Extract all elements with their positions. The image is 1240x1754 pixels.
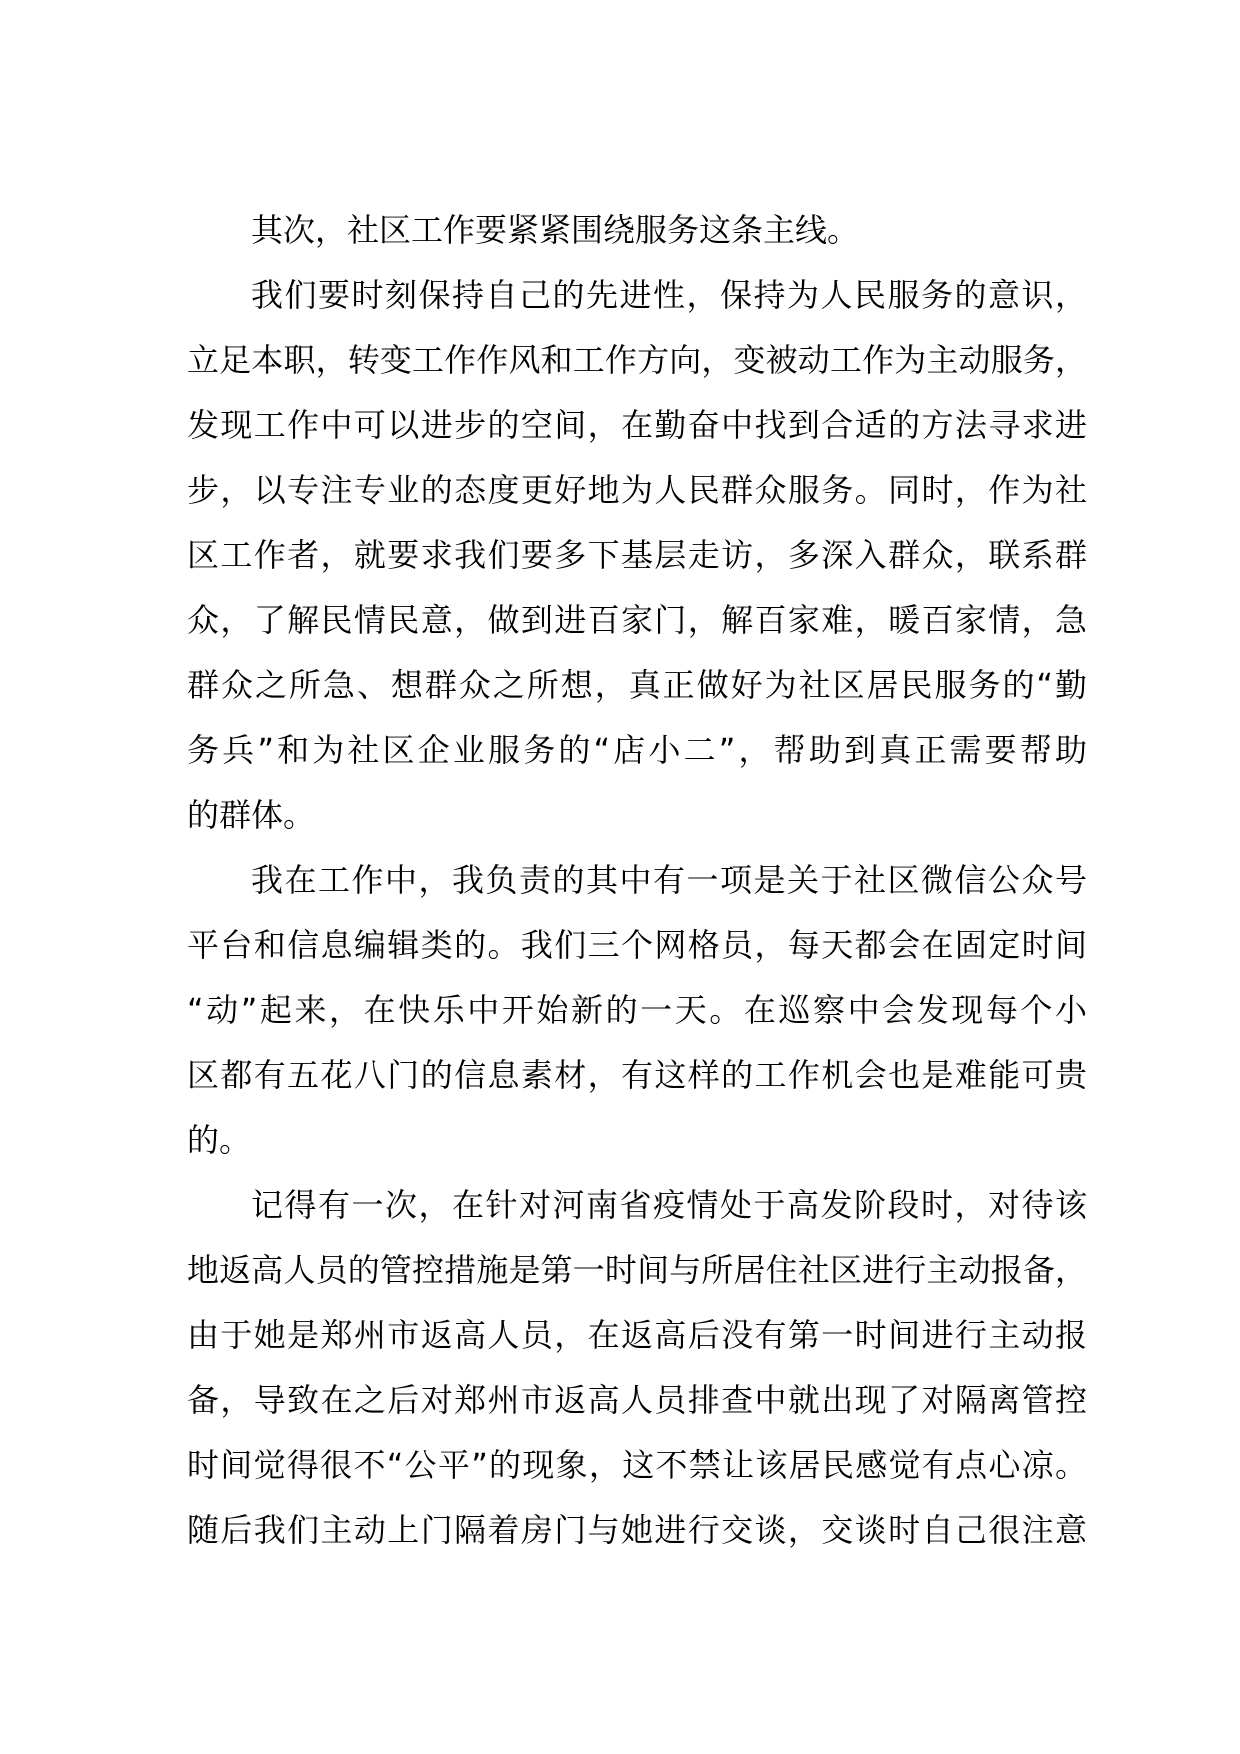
text-line: 群众之所急、想群众之所想，真正做好为社区居民服务的“勤 bbox=[187, 666, 1087, 704]
paragraph bbox=[187, 263, 1087, 848]
text-line: 记得有一次，在针对河南省疫情处于高发阶段时，对待该 bbox=[251, 1186, 1087, 1224]
paragraph bbox=[187, 198, 1087, 263]
text-line: 地返高人员的管控措施是第一时间与所居住社区进行主动报备， bbox=[187, 1251, 1087, 1289]
text-line: 区工作者，就要求我们要多下基层走访，多深入群众，联系群 bbox=[187, 536, 1087, 574]
text-line: 的。 bbox=[187, 1121, 252, 1159]
text-line: 区都有五花八门的信息素材，有这样的工作机会也是难能可贵 bbox=[187, 1056, 1087, 1094]
text-line: 其次，社区工作要紧紧围绕服务这条主线。 bbox=[251, 211, 860, 249]
text-line: 平台和信息编辑类的。我们三个网格员，每天都会在固定时间 bbox=[187, 926, 1087, 964]
paragraph bbox=[187, 848, 1087, 1173]
paragraph bbox=[187, 1173, 1087, 1563]
text-line: 时间觉得很不“公平”的现象，这不禁让该居民感觉有点心凉。 bbox=[187, 1446, 1087, 1484]
text-line: 的群体。 bbox=[187, 796, 316, 834]
text-line: 步，以专注专业的态度更好地为人民群众服务。同时，作为社 bbox=[187, 471, 1087, 509]
text-line: 务兵”和为社区企业服务的“店小二”，帮助到真正需要帮助 bbox=[187, 731, 1087, 769]
text-line: “动”起来，在快乐中开始新的一天。在巡察中会发现每个小 bbox=[187, 991, 1087, 1029]
text-line: 立足本职，转变工作作风和工作方向，变被动工作为主动服务， bbox=[187, 341, 1087, 379]
text-line: 众，了解民情民意，做到进百家门，解百家难，暖百家情，急 bbox=[187, 601, 1087, 639]
text-line: 我们要时刻保持自己的先进性，保持为人民服务的意识， bbox=[251, 276, 1087, 314]
document-body bbox=[187, 198, 1087, 1563]
text-line: 随后我们主动上门隔着房门与她进行交谈，交谈时自己很注意 bbox=[187, 1511, 1087, 1549]
text-line: 我在工作中，我负责的其中有一项是关于社区微信公众号 bbox=[251, 861, 1087, 899]
text-line: 备，导致在之后对郑州市返高人员排查中就出现了对隔离管控 bbox=[187, 1381, 1087, 1419]
text-line: 发现工作中可以进步的空间，在勤奋中找到合适的方法寻求进 bbox=[187, 406, 1087, 444]
text-line: 由于她是郑州市返高人员，在返高后没有第一时间进行主动报 bbox=[187, 1316, 1087, 1354]
